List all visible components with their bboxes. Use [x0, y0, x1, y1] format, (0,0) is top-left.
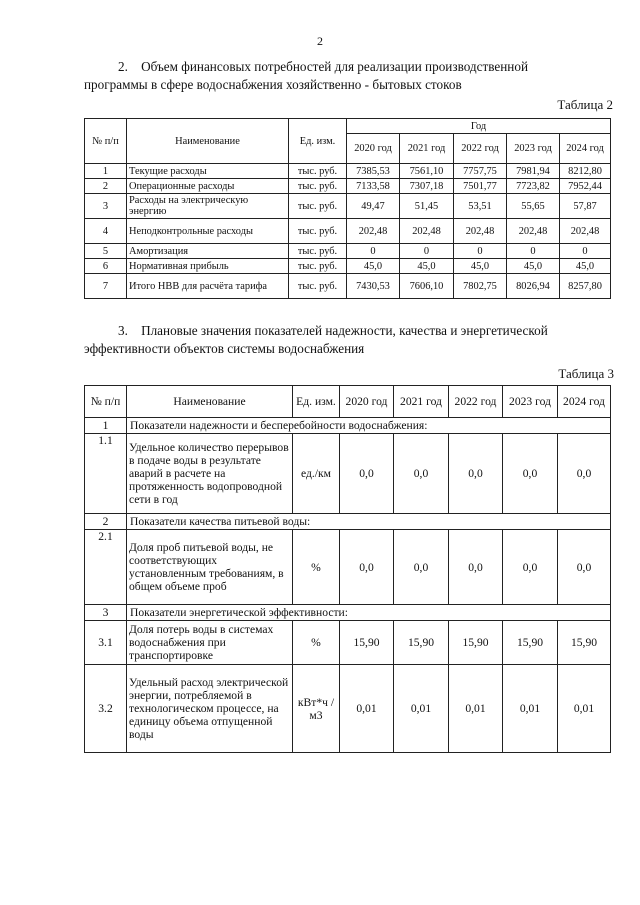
row-name: Итого НВВ для расчёта тарифа — [127, 274, 289, 299]
row-value: 0,0 — [394, 530, 449, 605]
table-3-caption: Таблица 3 — [558, 366, 614, 381]
row-unit: % — [293, 621, 340, 665]
row-unit: тыс. руб. — [289, 164, 347, 179]
table-row — [85, 179, 611, 194]
row-unit: ед./км — [293, 434, 340, 514]
row-value: 7307,18 — [400, 179, 454, 194]
row-value: 0,0 — [503, 434, 558, 514]
row-value: 202,48 — [347, 219, 400, 244]
row-num: 3.2 — [85, 665, 127, 753]
row-value: 7802,75 — [454, 274, 507, 299]
table-row — [85, 194, 611, 219]
table-row — [85, 244, 611, 259]
header-year: 2021 год — [400, 134, 454, 164]
header-name: Наименование — [127, 386, 293, 418]
row-value: 7757,75 — [454, 164, 507, 179]
row-name: Доля проб питьевой воды, не соответствующих установленным требованиям, в общем объеме проб — [127, 530, 293, 605]
table-row — [85, 164, 611, 179]
group-row — [85, 514, 611, 530]
row-num: 2.1 — [85, 530, 127, 605]
section-2-heading: 2. Объем финансовых потребностей для реализации производственной программы в сфере водоснабжения хозяйственно - бытовых стоков — [84, 59, 529, 92]
row-num: 3 — [85, 194, 127, 219]
row-value: 45,0 — [507, 259, 560, 274]
row-value: 7606,10 — [400, 274, 454, 299]
row-value: 7430,53 — [347, 274, 400, 299]
header-year: 2024 год — [560, 134, 611, 164]
row-num: 3.1 — [85, 621, 127, 665]
row-name: Амортизация — [127, 244, 289, 259]
group-num: 1 — [85, 418, 127, 434]
row-value: 0,0 — [449, 434, 503, 514]
row-value: 7133,58 — [347, 179, 400, 194]
header-name: Наименование — [127, 119, 289, 164]
row-value: 7385,53 — [347, 164, 400, 179]
row-name: Расходы на электрическую энергию — [127, 194, 289, 219]
group-title: Показатели энергетической эффективности: — [127, 605, 611, 621]
indicators-table — [84, 385, 611, 753]
row-value: 15,90 — [394, 621, 449, 665]
row-value: 0,0 — [503, 530, 558, 605]
row-value: 15,90 — [558, 621, 611, 665]
row-unit: тыс. руб. — [289, 244, 347, 259]
row-value: 7981,94 — [507, 164, 560, 179]
group-title: Показатели качества питьевой воды: — [127, 514, 611, 530]
row-unit: тыс. руб. — [289, 219, 347, 244]
table-2-caption: Таблица 2 — [557, 97, 613, 112]
row-value: 15,90 — [340, 621, 394, 665]
row-value: 53,51 — [454, 194, 507, 219]
row-name: Удельный расход электрической энергии, потребляемой в технологическом процессе, на единицу объема отпущенной воды — [127, 665, 293, 753]
header-year: 2021 год — [394, 386, 449, 418]
row-num: 7 — [85, 274, 127, 299]
row-value: 0,0 — [394, 434, 449, 514]
row-value: 0,01 — [340, 665, 394, 753]
row-name: Нормативная прибыль — [127, 259, 289, 274]
header-year: 2020 год — [340, 386, 394, 418]
header-year-group: Год — [347, 119, 611, 134]
row-num: 5 — [85, 244, 127, 259]
row-value: 7561,10 — [400, 164, 454, 179]
row-unit: % — [293, 530, 340, 605]
header-year: 2022 год — [449, 386, 503, 418]
row-value: 0 — [400, 244, 454, 259]
table-row — [85, 621, 611, 665]
row-name: Неподконтрольные расходы — [127, 219, 289, 244]
row-value: 0,0 — [449, 530, 503, 605]
row-value: 45,0 — [347, 259, 400, 274]
row-value: 0,01 — [503, 665, 558, 753]
row-value: 8257,80 — [560, 274, 611, 299]
row-value: 15,90 — [503, 621, 558, 665]
row-unit: тыс. руб. — [289, 259, 347, 274]
row-num: 6 — [85, 259, 127, 274]
header-year: 2020 год — [347, 134, 400, 164]
header-unit: Ед. изм. — [293, 386, 340, 418]
header-year: 2024 год — [558, 386, 611, 418]
row-value: 0,0 — [340, 530, 394, 605]
section-3-heading: 3. Плановые значения показателей надежности, качества и энергетической эффективности объектов системы водоснабжения — [84, 323, 548, 356]
row-name: Операционные расходы — [127, 179, 289, 194]
group-title: Показатели надежности и бесперебойности водоснабжения: — [127, 418, 611, 434]
row-unit: тыс. руб. — [289, 179, 347, 194]
header-num: № п/п — [85, 386, 127, 418]
table-row — [85, 434, 611, 514]
group-row — [85, 418, 611, 434]
row-num: 1.1 — [85, 434, 127, 514]
row-name: Текущие расходы — [127, 164, 289, 179]
row-value: 0 — [507, 244, 560, 259]
group-row — [85, 605, 611, 621]
row-value: 7501,77 — [454, 179, 507, 194]
table-row — [85, 259, 611, 274]
row-value: 57,87 — [560, 194, 611, 219]
row-value: 0 — [560, 244, 611, 259]
table-row — [85, 665, 611, 753]
header-year: 2023 год — [503, 386, 558, 418]
row-value: 0,01 — [558, 665, 611, 753]
row-value: 7723,82 — [507, 179, 560, 194]
row-value: 45,0 — [560, 259, 611, 274]
row-value: 55,65 — [507, 194, 560, 219]
header-year: 2023 год — [507, 134, 560, 164]
table-row — [85, 219, 611, 244]
row-value: 15,90 — [449, 621, 503, 665]
row-value: 0,01 — [449, 665, 503, 753]
row-value: 8026,94 — [507, 274, 560, 299]
page-number: 2 — [317, 34, 323, 48]
row-value: 0,01 — [394, 665, 449, 753]
row-name: Доля потерь воды в системах водоснабжения при транспортировке — [127, 621, 293, 665]
row-num: 4 — [85, 219, 127, 244]
row-value: 202,48 — [507, 219, 560, 244]
row-value: 45,0 — [454, 259, 507, 274]
row-value: 0 — [347, 244, 400, 259]
row-value: 49,47 — [347, 194, 400, 219]
row-name: Удельное количество перерывов в подаче воды в результате аварий в расчете на протяженность водопроводной сети в год — [127, 434, 293, 514]
row-value: 45,0 — [400, 259, 454, 274]
row-unit: тыс. руб. — [289, 194, 347, 219]
row-value: 202,48 — [454, 219, 507, 244]
row-value: 51,45 — [400, 194, 454, 219]
group-num: 2 — [85, 514, 127, 530]
table-row — [85, 530, 611, 605]
row-value: 0,0 — [340, 434, 394, 514]
row-unit: кВт*ч /м3 — [293, 665, 340, 753]
row-value: 7952,44 — [560, 179, 611, 194]
row-value: 0,0 — [558, 530, 611, 605]
header-year: 2022 год — [454, 134, 507, 164]
header-num: № п/п — [85, 119, 127, 164]
row-num: 1 — [85, 164, 127, 179]
row-value: 0,0 — [558, 434, 611, 514]
table-row — [85, 274, 611, 299]
row-value: 202,48 — [400, 219, 454, 244]
financial-needs-table — [84, 118, 611, 299]
header-unit: Ед. изм. — [289, 119, 347, 164]
row-value: 0 — [454, 244, 507, 259]
row-unit: тыс. руб. — [289, 274, 347, 299]
group-num: 3 — [85, 605, 127, 621]
row-value: 202,48 — [560, 219, 611, 244]
row-num: 2 — [85, 179, 127, 194]
row-value: 8212,80 — [560, 164, 611, 179]
